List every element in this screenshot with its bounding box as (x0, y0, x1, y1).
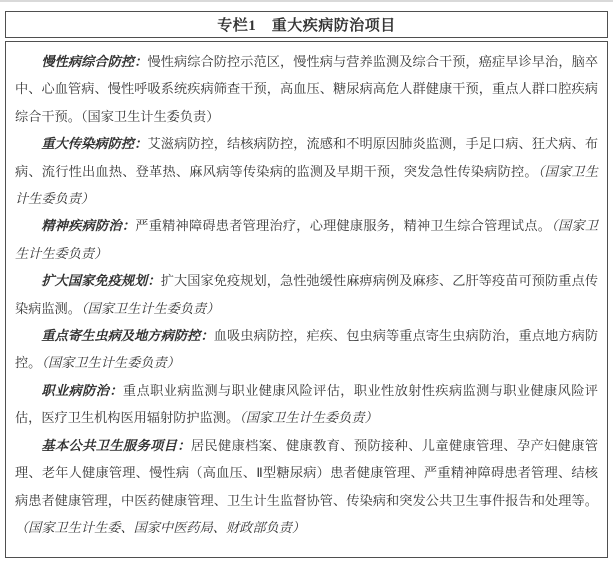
column-title: 专栏1 重大疾病防治项目 (217, 18, 396, 34)
paragraph-attribution: （国家卫生计生委、国家中医药局、财政部负责） (15, 519, 306, 535)
paragraph-label: 职业病防治： (41, 382, 123, 398)
paragraph-attribution: （国家卫生计生委负责） (80, 300, 220, 316)
paragraph (15, 267, 598, 322)
paragraph (15, 130, 598, 212)
paragraph-body: 居民健康档案、健康教育、预防接种、儿童健康管理、孕产妇健康管理、老年人健康管理、慢性病（高血压、Ⅱ型糖尿病）患者健康管理、严重精神障碍患者管理、结核病患者健康管理，中医药健康管理、卫生计生监督协管、传染病和突发公共卫生事件报告和处理等。 (15, 437, 599, 508)
column-title-bar (5, 11, 608, 38)
paragraph-label: 重大传染病防控： (41, 136, 148, 152)
paragraph-label: 基本公共卫生服务项目： (41, 437, 191, 453)
paragraph-attribution: （国家卫生计生委负责） (41, 355, 180, 371)
paragraph (15, 48, 598, 130)
paragraph-label: 慢性病综合防控： (41, 54, 148, 69)
paragraph-attribution: （国家卫生计生委负责） (80, 108, 220, 124)
paragraph-attribution: （国家卫生计生委负责） (15, 163, 599, 207)
paragraph-attribution: （国家卫生计生委负责） (239, 410, 378, 426)
paragraph-label: 重点寄生虫病及地方病防控： (41, 328, 214, 344)
column-body (5, 41, 608, 558)
paragraph (15, 212, 598, 267)
paragraph-body: 慢性病综合防控示范区，慢性病与营养监测及综合干预，癌症早诊早治，脑卒中、心血管病、慢性呼吸系统疾病筛查干预，高血压、糖尿病高危人群健康干预，重点人群口腔疾病综合干预。 (15, 54, 599, 124)
paragraph (15, 377, 598, 432)
paragraph-body: 重点职业病监测与职业健康风险评估，职业性放射性疾病监测与职业健康风险评估，医疗卫生机构医用辐射防护监测。 (15, 382, 598, 426)
paragraph-body: 扩大国家免疫规划，急性弛缓性麻痹病例及麻疹、乙肝等疫苗可预防重点传染病监测。 (15, 273, 599, 316)
paragraph (15, 432, 598, 542)
paragraph-label: 扩大国家免疫规划： (41, 273, 161, 289)
paragraph-attribution: （国家卫生计生委负责） (15, 218, 599, 261)
paragraph-body: 严重精神障碍患者管理治疗，心理健康服务，精神卫生综合管理试点。 (135, 218, 552, 234)
paragraph-label: 精神疾病防治： (41, 218, 136, 234)
paragraph (15, 322, 598, 377)
paragraph-body: 艾滋病防控，结核病防控，流感和不明原因肺炎监测，手足口病、狂犬病、布病、流行性出血热、登革热、麻风病等传染病的监测及早期干预，突发急性传染病防控。 (15, 136, 599, 179)
paragraph-body: 血吸虫病防控，疟疾、包虫病等重点寄生虫病防治，重点地方病防控。 (15, 328, 599, 371)
